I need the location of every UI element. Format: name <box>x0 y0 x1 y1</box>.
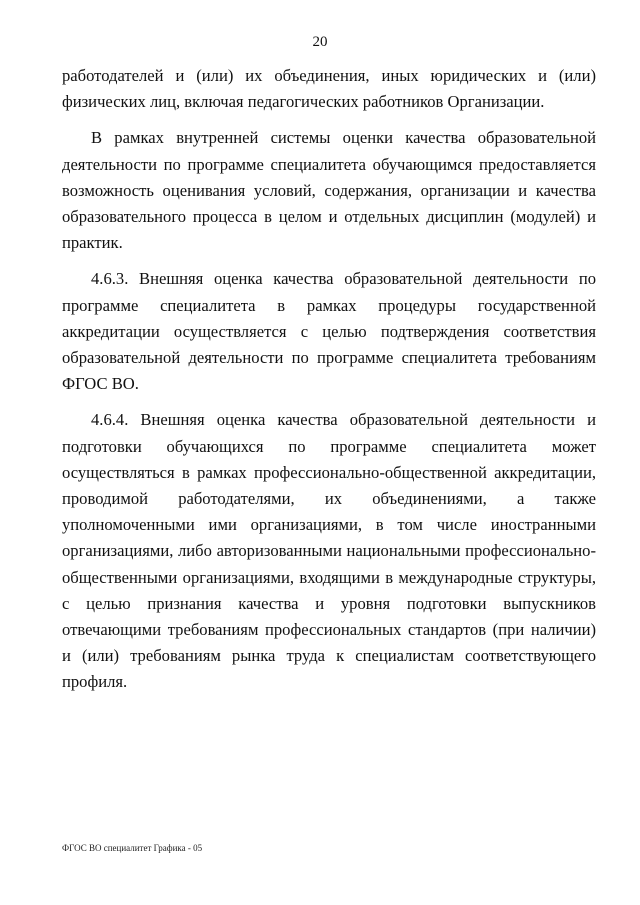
paragraph-4-6-4: 4.6.4. Внешняя оценка качества образовательной деятельности и подготовки обучающихся по программе специалитета может осуществляться в рамках профессионально-общественной аккредитации, проводимой работодателями, их объединениями, а также уполномоченными ими организациями, в том числе иностранными организациями, либо авторизованными национальными профессионально-общественными организациями, входящими в международные структуры, с целью признания качества и уровня подготовки выпускников отвечающими требованиям профессиональных стандартов (при наличии) и (или) требованиям рынка труда к специалистам соответствующего профиля. <box>62 410 596 692</box>
document-body <box>62 63 596 706</box>
page-footer: ФГОС ВО специалитет Графика - 05 <box>62 843 203 853</box>
paragraph-continuation: работодателей и (или) их объединения, иных юридических и (или) физических лиц, включая педагогических работников Организации. <box>62 66 596 112</box>
paragraph-4-6-3: 4.6.3. Внешняя оценка качества образовательной деятельности по программе специалитета в рамках процедуры государственной аккредитации осуществляется с целью подтверждения соответствия образовательной деятельности по программе специалитета требованиям ФГОС ВО. <box>62 269 596 394</box>
page-number: 20 <box>312 34 328 50</box>
paragraph-internal-assessment: В рамках внутренней системы оценки качества образовательной деятельности по программе специалитета обучающимся предоставляется возможность оценивания условий, содержания, организации и качества образовательного процесса в целом и отдельных дисциплин (модулей) и практик. <box>62 128 596 253</box>
